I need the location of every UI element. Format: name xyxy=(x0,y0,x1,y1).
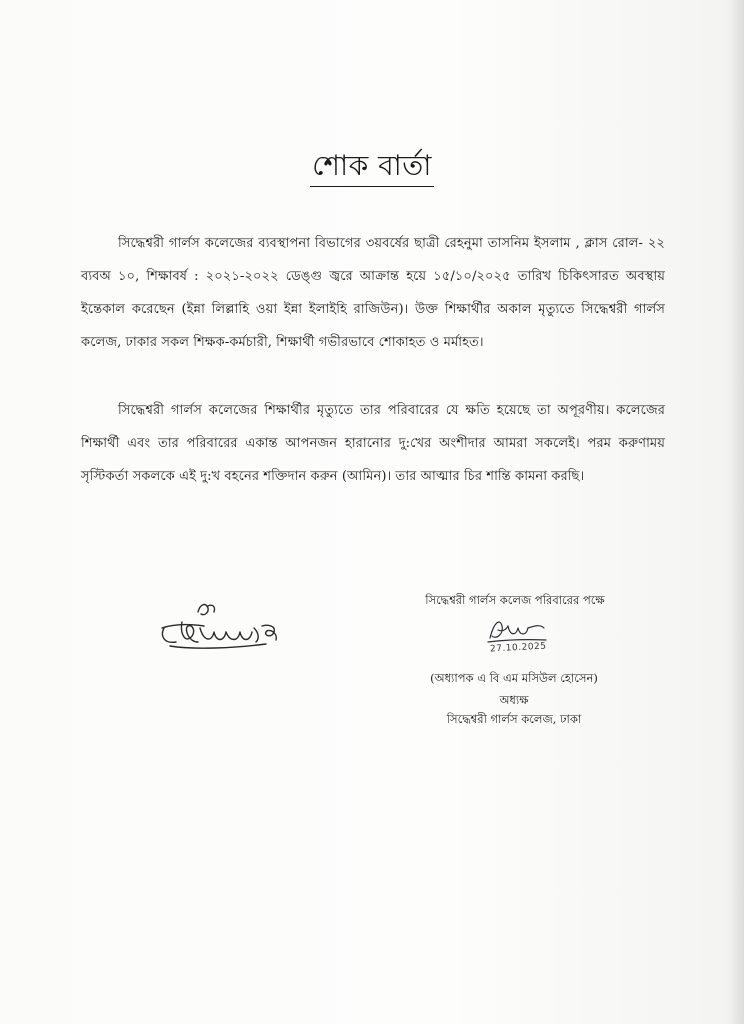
signatory-organization: সিদ্ধেশ্বরী গার্লস কলেজ, ঢাকা xyxy=(446,712,582,726)
paragraph-condolence xyxy=(81,227,665,359)
paragraph-condolence-text: সিদ্ধেশ্বরী গার্লস কলেজের ব্যবস্থাপনা বিভাগের ৩য়বর্ষের ছাত্রী রেহনুমা তাসনিম ইসলাম , ক্লাস রোল- ২২ ব্যবঅ ১০, শিক্ষাবর্ষ : ২০২১-২০২২ ডেঙ্গু জ্বরে আক্রান্ত হয়ে ১৫/১০/২০২৫ তারিখ চিকিৎসারত অবস্থায় ইন্তেকাল করেছেন (ইন্না লিল্লাহি ওয়া ইন্না ইলাইহি রাজিউন)। উক্ত শিক্ষার্থীর অকাল মৃত্যুতে সিদ্ধেশ্বরী গার্লস কলেজ, ঢাকার সকল শিক্ষক-কর্মচারী, শিক্ষার্থী গভীরভাবে শোকাহত ও মর্মাহত। xyxy=(81,236,665,350)
paragraph-prayer-text: সিদ্ধেশ্বরী গার্লস কলেজের শিক্ষার্থীর মৃত্যুতে তার পরিবারের যে ক্ষতি হয়েছে তা অপূরণীয়। কলেজের শিক্ষার্থী এবং তার পরিবারের একান্ত আপনজন হারানোর দু:খের অংশীদার আমরা সকলেই। পরম করুণাময় সৃস্টিকর্তা সকলকে এই দু:খ বহনের শক্তিদান করুন (আমিন)। তার আত্মার চির শান্তি কামনা করছি। xyxy=(81,403,665,484)
on-behalf-line: সিদ্ধেশ্বরী গার্লস কলেজ পরিবারের পক্ষে xyxy=(425,593,605,607)
signatory-name: (অধ্যাপক এ বি এম মসিউল হোসেন) xyxy=(430,671,598,685)
document-title xyxy=(0,148,744,187)
signatory-title: অধ্যক্ষ xyxy=(499,693,529,707)
left-handwritten-signature xyxy=(154,598,294,658)
paragraph-prayer xyxy=(81,394,665,493)
signature-date: 27.10.2025 xyxy=(489,641,547,655)
document-title-text: শোক বার্তা xyxy=(310,148,434,187)
